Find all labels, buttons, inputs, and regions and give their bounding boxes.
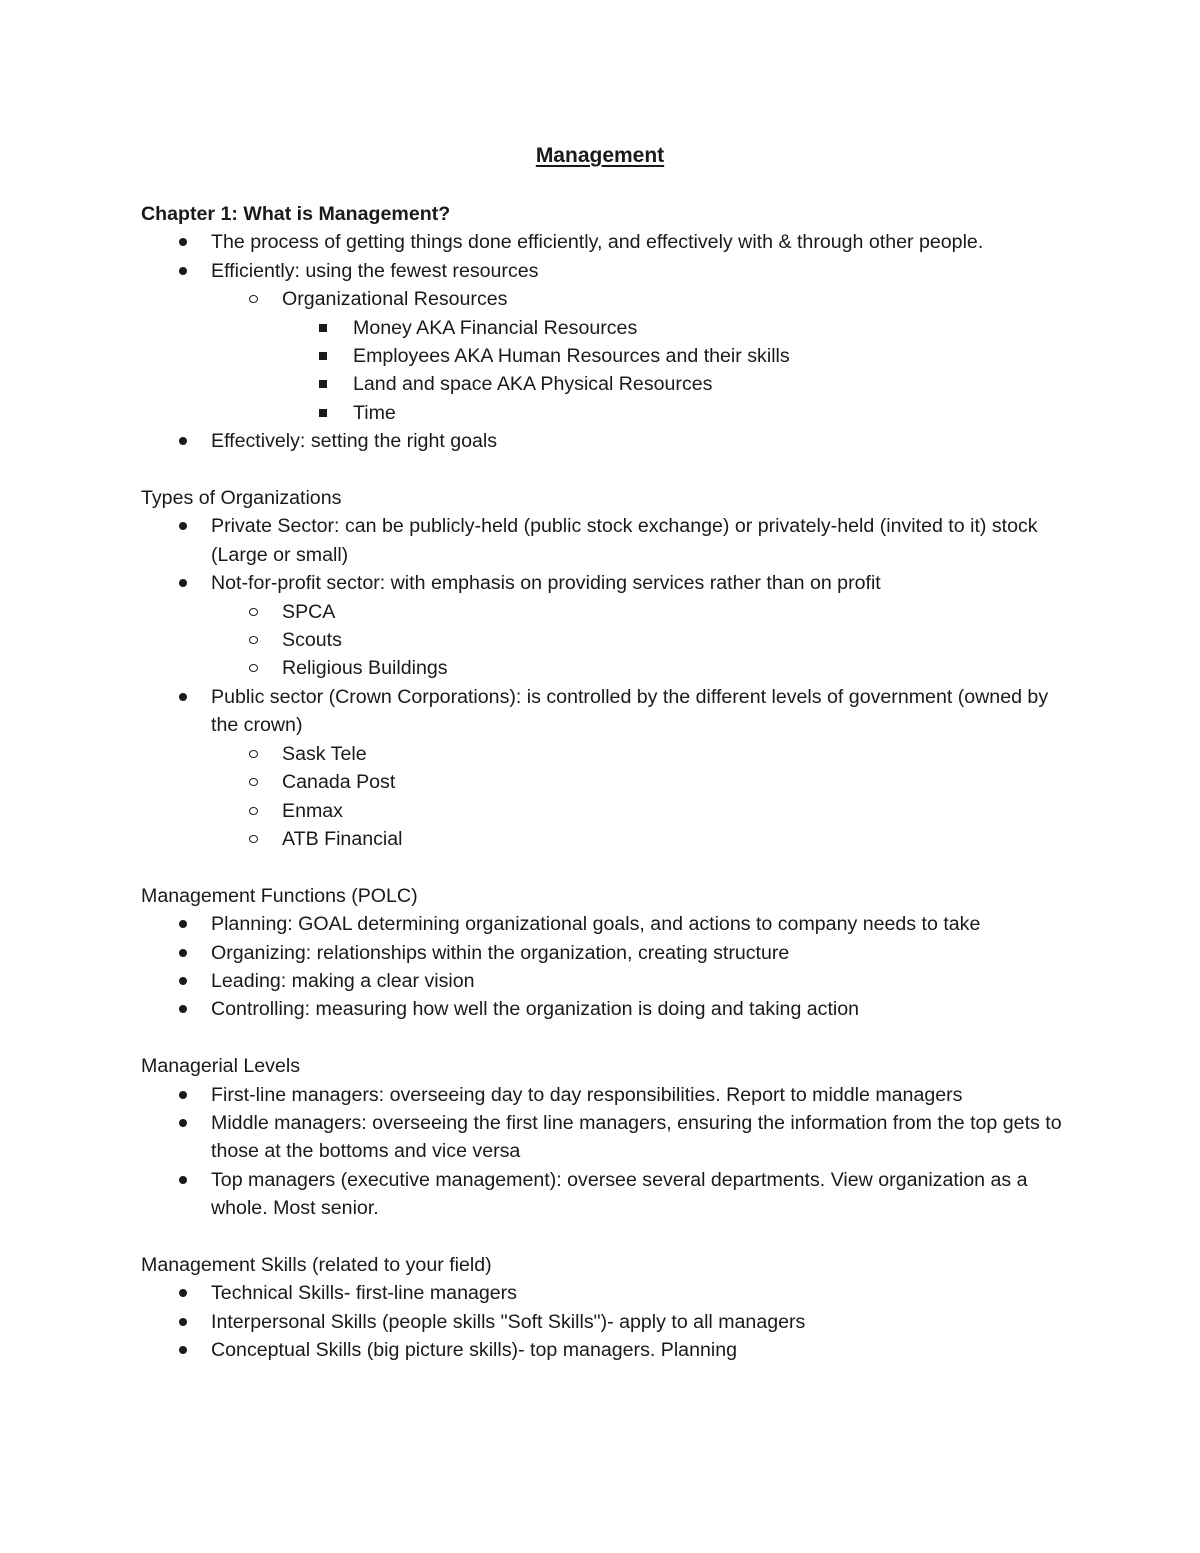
bullet-list [141,228,1071,455]
section-heading: Management Functions (POLC) [141,884,418,907]
list-item-text: Employees AKA Human Resources and their skills [353,345,790,368]
list-item [141,314,1071,342]
list-item [141,285,1071,427]
list-item-text: Public sector (Crown Corporations): is controlled by the different levels of government (owned by the crown) [211,685,1049,737]
square-bullet-icon [319,352,327,360]
bullet-icon [179,579,187,587]
circle-bullet-icon [249,295,258,303]
list-item [141,1081,1071,1109]
sub-sub-list [141,314,1071,428]
circle-bullet-icon [249,835,258,843]
list-item-text: Enmax [282,799,343,822]
bullet-icon [179,977,187,985]
list-item [141,740,1071,768]
list-item [141,797,1071,825]
section-heading: Types of Organizations [141,487,342,510]
list-item-text: Organizing: relationships within the organization, creating structure [211,941,790,964]
sub-list [141,285,1071,427]
bullet-icon [179,1318,187,1326]
section-heading: Chapter 1: What is Management? [141,203,451,225]
list-item-text: Private Sector: can be publicly-held (public stock exchange) or privately-held (invited to it) stock (Large or small) [211,515,1038,566]
list-item-text: Interpersonal Skills (people skills "Soft Skills")- apply to all managers [211,1310,806,1333]
bullet-icon [179,238,187,246]
spacer [141,456,1071,484]
section-heading: Management Skills (related to your field) [141,1253,492,1276]
bullet-icon [179,1289,187,1297]
bullet-list [141,910,1071,1024]
list-item-text: Land and space AKA Physical Resources [353,373,713,396]
list-item-text: Planning: GOAL determining organizational goals, and actions to company needs to take [211,913,981,936]
list-item-text: ATB Financial [282,827,403,850]
list-item-text: Top managers (executive management): oversee several departments. View organization as a whole. Most senior. [211,1168,1028,1220]
list-item [141,257,1071,427]
circle-bullet-icon [249,807,258,815]
circle-bullet-icon [249,608,258,616]
list-item-text: Conceptual Skills (big picture skills)- top managers. Planning [211,1339,738,1362]
list-item [141,1109,1071,1166]
bullet-list [141,512,1071,853]
list-item [141,825,1071,853]
list-item [141,1336,1071,1364]
list-item [141,654,1071,682]
list-item-text: Technical Skills- first-line managers [211,1282,517,1305]
list-item [141,512,1071,569]
list-item [141,370,1071,398]
list-item-text: Religious Buildings [282,657,448,680]
list-item [141,342,1071,370]
list-item-text: Efficiently: using the fewest resources [211,259,539,282]
list-item-text: Effectively: setting the right goals [211,430,498,453]
list-item-text: Canada Post [282,771,396,794]
bullet-icon [179,949,187,957]
sub-list [141,598,1071,683]
bullet-icon [179,920,187,928]
list-item-text: Organizational Resources [282,288,508,311]
list-item-text: Not-for-profit sector: with emphasis on providing services rather than on profit [211,572,881,595]
bullet-list [141,1081,1071,1223]
spacer [141,853,1071,881]
circle-bullet-icon [249,636,258,644]
list-item [141,967,1071,995]
list-item-text: Scouts [282,629,342,652]
bullet-icon [179,693,187,701]
list-item [141,228,1071,256]
list-item [141,1166,1071,1223]
list-item-text: Controlling: measuring how well the organization is doing and taking action [211,998,860,1021]
bullet-icon [179,522,187,530]
list-item-text: The process of getting things done efficiently, and effectively with & through other people. [211,231,984,254]
list-item [141,768,1071,796]
list-item [141,427,1071,455]
bullet-icon [179,1119,187,1127]
spacer [141,1223,1071,1251]
list-item-text: Leading: making a clear vision [211,969,475,992]
bullet-icon [179,437,187,445]
list-item-text: SPCA [282,600,336,623]
bullet-list [141,1279,1071,1364]
circle-bullet-icon [249,664,258,672]
document-body [141,200,1071,1365]
bullet-icon [179,267,187,275]
list-item [141,626,1071,654]
list-item [141,399,1071,427]
sub-list [141,740,1071,854]
list-item-text: Time [353,401,396,424]
square-bullet-icon [319,324,327,332]
list-item-text: Money AKA Financial Resources [353,316,638,339]
list-item-text: Middle managers: overseeing the first line managers, ensuring the information from the top gets to those at the bottoms and vice versa [211,1111,1062,1163]
section-heading: Managerial Levels [141,1055,301,1078]
spacer [141,1024,1071,1052]
bullet-icon [179,1005,187,1013]
list-item [141,995,1071,1023]
circle-bullet-icon [249,778,258,786]
circle-bullet-icon [249,750,258,758]
list-item [141,939,1071,967]
list-item [141,910,1071,938]
list-item-text: First-line managers: overseeing day to day responsibilities. Report to middle managers [211,1083,963,1106]
page-title: Management [535,144,665,167]
bullet-icon [179,1176,187,1184]
list-item [141,683,1071,853]
square-bullet-icon [319,409,327,417]
bullet-icon [179,1091,187,1099]
list-item [141,569,1071,683]
list-item-text: Sask Tele [282,742,367,765]
list-item [141,1279,1071,1307]
square-bullet-icon [319,380,327,388]
list-item [141,598,1071,626]
list-item [141,1308,1071,1336]
bullet-icon [179,1346,187,1354]
